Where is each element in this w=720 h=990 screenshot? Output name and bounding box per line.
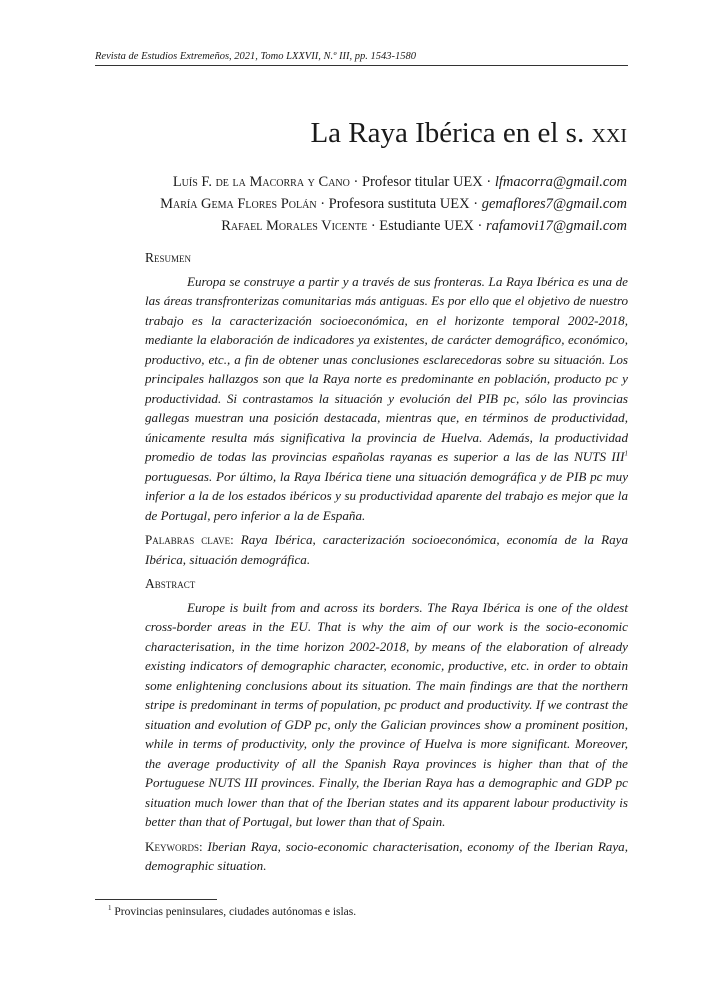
author-role: · Profesor titular UEX · xyxy=(349,174,495,190)
abstract-text: Europe is built from and across its borders. The Raya Ibérica is one of the oldest cross-border areas in the EU. That is why the aim of our work is the socio-economic characterisation, in the time horizon 2002-2018, by means of the elaboration of already existing indicators of demographic character, economic, productive, etc. in order to obtain some enlightening conclusions about its situation. The main findings are that the northern stripe is predominant in terms of population, pc product and productivity. If we contrast the situation and evolution of GDP pc, only the Galician provinces show a prominent position, while in terms of productivity, only the province of Huelva is more significant. Moreover, the average productivity of all the Spanish Raya provinces is higher than that of the Portuguese NUTS III provinces. Finally, the Iberian Raya has a demographic and GDP pc situation much lower than that of the Iberian states and its apparent labour productivity is better than that of Portugal, but lower than that of Spain. xyxy=(145,599,628,829)
resumen-body: Europa se construye a partir y a través de sus fronteras. La Raya Ibérica es una de las áreas transfronterizas comunitarias más antiguas. Es por ello que el objetivo de nuestro trabajo es la caracterización socioeconómica, en el horizonte temporal 2002-2018, mediante la elaboración de indicadores ya existentes, de carácter demográfico, económico, productivo, etc., a fin de obtener unas conclusiones esclarecedoras sobre su situación. Los principales hallazgos son que la Raya norte es predominante en población, producto pc y productividad. Si contrastamos la situación y evolución del PIB pc, sólo las provincias gallegas muestran una posición destacada, mientras que, en términos de productividad, únicamente resulta más significativa la provincia de Huelva. Además, la productividad promedio de todas las provincias españolas rayanas es superior a las de las NUTS III xyxy=(145,273,628,464)
abstract-heading: Abstract xyxy=(145,576,196,591)
author-role: · Estudiante UEX · xyxy=(367,218,486,234)
author-line xyxy=(160,215,627,237)
resumen-body-end: portuguesas. Por último, la Raya Ibérica tiene una situación demográfica y de PIB pc muy inferior a la de los estados ibéricos y su productividad aparente del trabajo es mejor que la de Portugal, pero inferior a la de España. xyxy=(145,468,628,523)
footnote-ref: 1 xyxy=(624,449,628,458)
article-title xyxy=(310,117,627,150)
author-role: · Profesora sustituta UEX · xyxy=(316,196,482,212)
palabras-clave-label: Palabras clave: xyxy=(145,532,234,547)
author-email: gemaflores7@gmail.com xyxy=(481,196,627,212)
keywords xyxy=(145,837,628,876)
author-name: María Gema Flores Polán xyxy=(160,196,317,212)
title-century: xxi xyxy=(591,117,627,149)
author-name: Rafael Morales Vicente xyxy=(221,218,368,234)
author-list xyxy=(160,171,627,237)
keywords-text: Iberian Raya, socio-economic characterisation, economy of the Iberian Raya, demographic situation. xyxy=(145,838,628,873)
footnote-text: Provincias peninsulares, ciudades autónomas e islas. xyxy=(111,906,357,918)
palabras-clave-text: Raya Ibérica, caracterización socioeconómica, economía de la Raya Ibérica, situación demográfica. xyxy=(145,532,628,567)
abstract-section xyxy=(145,248,628,881)
running-head: Revista de Estudios Extremeños, 2021, Tomo LXXVII, N.º III, pp. 1543-1580 xyxy=(95,51,628,66)
keywords-label: Keywords: xyxy=(145,838,203,854)
resumen-text xyxy=(145,272,628,526)
author-line xyxy=(160,193,627,215)
author-email: rafamovi17@gmail.com xyxy=(485,218,627,234)
author-name: Luís F. de la Macorra y Cano xyxy=(172,174,350,190)
palabras-clave xyxy=(145,530,628,569)
title-main: La Raya Ibérica en el s. xyxy=(310,117,585,149)
footnote xyxy=(108,906,356,918)
resumen-heading: Resumen xyxy=(145,250,192,265)
footnote-mark: 1 xyxy=(108,904,112,913)
author-line xyxy=(160,171,627,193)
footnote-rule xyxy=(95,899,217,900)
author-email: lfmacorra@gmail.com xyxy=(494,174,627,190)
